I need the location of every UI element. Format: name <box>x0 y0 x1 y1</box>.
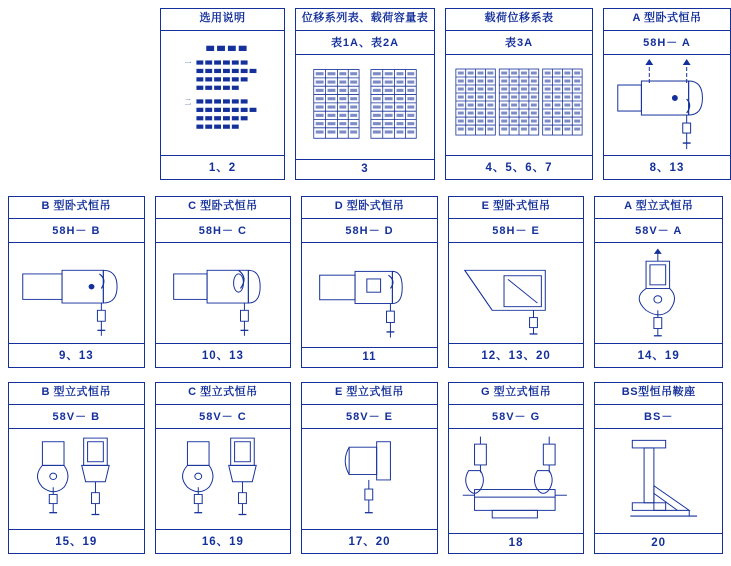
card-subheader: 58V－ A <box>595 219 722 243</box>
card-subheader: 58V－ G <box>449 405 584 429</box>
card-header: C 型立式恒吊 <box>156 383 291 405</box>
card-footer: 16、19 <box>156 529 291 553</box>
card-figure <box>156 243 291 343</box>
card-type-d-horizontal[interactable] <box>301 196 438 368</box>
card-type-e-vertical[interactable] <box>301 382 438 554</box>
card-figure <box>449 243 584 343</box>
card-footer: 14、19 <box>595 343 722 367</box>
card-figure <box>446 55 592 155</box>
card-header: G 型立式恒吊 <box>449 383 584 405</box>
card-subheader: 58H－ A <box>604 31 730 55</box>
card-footer: 9、13 <box>9 343 144 367</box>
card-selection-notes[interactable] <box>160 8 285 180</box>
card-figure <box>449 429 584 533</box>
card-header: A 型立式恒吊 <box>595 197 722 219</box>
card-type-a-vertical[interactable] <box>594 196 723 368</box>
card-row-3 <box>8 382 723 554</box>
card-footer: 1、2 <box>161 155 284 179</box>
card-header: 位移系列表、载荷容量表 <box>296 9 434 31</box>
card-footer: 15、19 <box>9 529 144 553</box>
svg-text:一: 一 <box>184 59 192 68</box>
svg-text:二: 二 <box>184 98 192 107</box>
card-displacement-series[interactable] <box>295 8 435 180</box>
card-footer: 4、5、6、7 <box>446 155 592 179</box>
card-header: D 型卧式恒吊 <box>302 197 437 219</box>
card-figure <box>595 429 722 533</box>
card-row-2 <box>8 196 723 368</box>
card-figure <box>595 243 722 343</box>
card-footer: 8、13 <box>604 155 730 179</box>
card-footer: 3 <box>296 159 434 179</box>
card-header: A 型卧式恒吊 <box>604 9 730 31</box>
card-type-e-horizontal[interactable] <box>448 196 585 368</box>
card-figure <box>161 31 284 155</box>
card-figure <box>9 429 144 529</box>
card-bs-saddle[interactable] <box>594 382 723 554</box>
card-footer: 20 <box>595 533 722 553</box>
card-footer: 12、13、20 <box>449 343 584 367</box>
card-header: E 型卧式恒吊 <box>449 197 584 219</box>
card-figure <box>302 243 437 347</box>
card-header: 选用说明 <box>161 9 284 31</box>
card-subheader: 58H－ B <box>9 219 144 243</box>
card-figure <box>296 55 434 159</box>
card-subheader: 58H－ D <box>302 219 437 243</box>
card-figure <box>302 429 437 529</box>
card-type-c-vertical[interactable] <box>155 382 292 554</box>
card-subheader: 58V－ B <box>9 405 144 429</box>
card-row-1 <box>160 8 731 180</box>
card-footer: 18 <box>449 533 584 553</box>
card-subheader: 58H－ E <box>449 219 584 243</box>
card-type-c-horizontal[interactable] <box>155 196 292 368</box>
card-subheader: 58H－ C <box>156 219 291 243</box>
card-header: 载荷位移系表 <box>446 9 592 31</box>
card-load-displacement[interactable] <box>445 8 593 180</box>
card-footer: 11 <box>302 347 437 367</box>
card-figure <box>604 55 730 155</box>
card-type-b-vertical[interactable] <box>8 382 145 554</box>
card-type-a-horizontal[interactable] <box>603 8 731 180</box>
card-subheader: 表3A <box>446 31 592 55</box>
card-subheader: BS－ <box>595 405 722 429</box>
card-header: B 型卧式恒吊 <box>9 197 144 219</box>
card-subheader: 表1A、表2A <box>296 31 434 55</box>
card-figure <box>9 243 144 343</box>
card-type-g-vertical[interactable] <box>448 382 585 554</box>
card-header: B 型立式恒吊 <box>9 383 144 405</box>
card-footer: 17、20 <box>302 529 437 553</box>
card-footer: 10、13 <box>156 343 291 367</box>
card-subheader: 58V－ E <box>302 405 437 429</box>
card-header: E 型立式恒吊 <box>302 383 437 405</box>
card-figure <box>156 429 291 529</box>
card-type-b-horizontal[interactable] <box>8 196 145 368</box>
card-subheader: 58V－ C <box>156 405 291 429</box>
card-header: BS型恒吊鞍座 <box>595 383 722 405</box>
card-header: C 型卧式恒吊 <box>156 197 291 219</box>
